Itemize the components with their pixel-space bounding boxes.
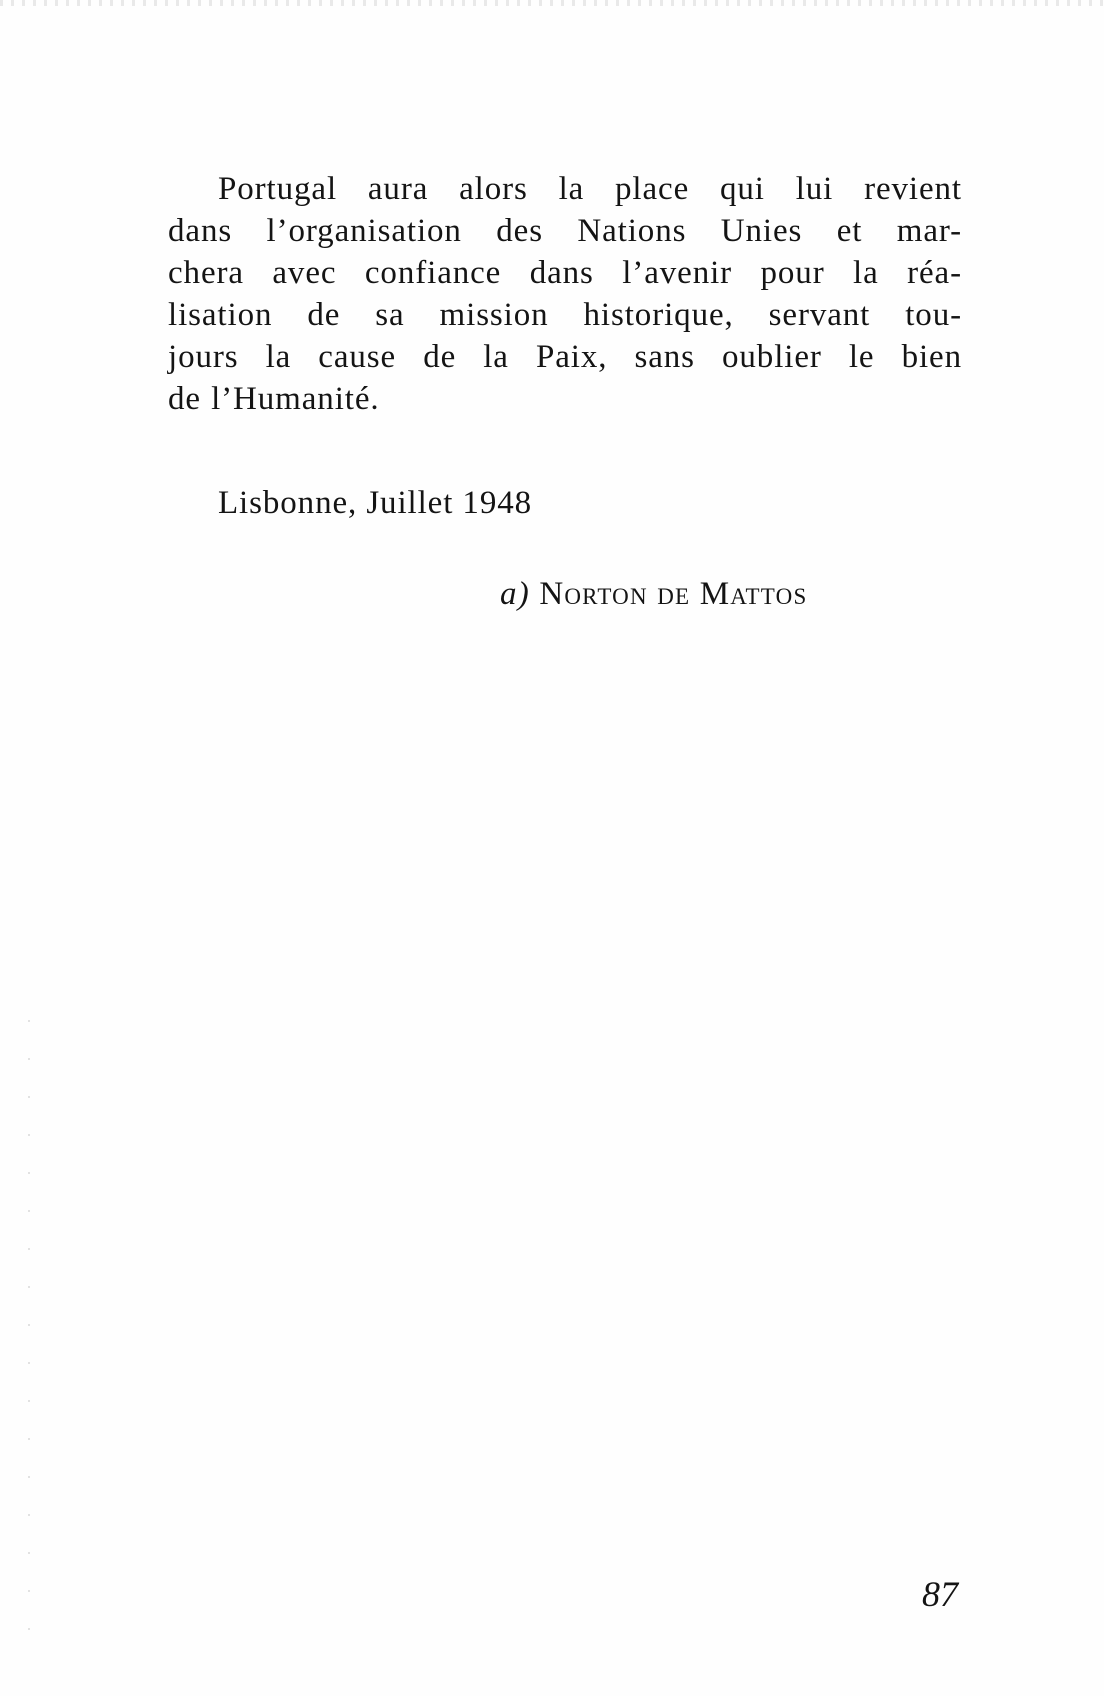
paragraph-line: chera avec confiance dans l’avenir pour la réa- <box>168 255 962 291</box>
scan-top-edge <box>0 0 1104 6</box>
scan-left-edge <box>28 1020 30 1660</box>
signature <box>500 573 807 615</box>
signature-name: Norton de Mattos <box>539 576 808 612</box>
signature-prefix: a) <box>500 576 530 612</box>
paragraph-line: Portugal aura alors la place qui lui revient <box>218 171 962 207</box>
paragraph-line: de l’Humanité. <box>168 381 380 417</box>
paragraph-line: dans l’organisation des Nations Unies et mar- <box>168 213 962 249</box>
dateline: Lisbonne, Juillet 1948 <box>218 485 533 521</box>
paragraph-line: lisation de sa mission historique, servant tou- <box>168 297 962 333</box>
body-paragraph <box>168 168 962 420</box>
paragraph-line: jours la cause de la Paix, sans oublier le bien <box>168 339 962 375</box>
page-number: 87 <box>922 1574 958 1614</box>
